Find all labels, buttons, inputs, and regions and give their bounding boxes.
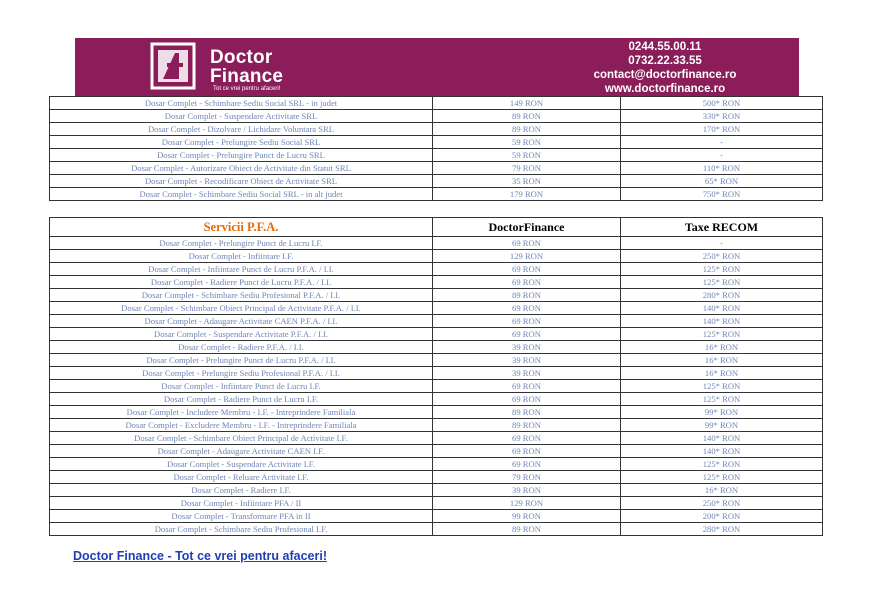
table-row bbox=[50, 175, 823, 188]
recom-fee: 125* RON bbox=[621, 458, 823, 471]
service-name: Dosar Complet - Suspendare Activitate SRL bbox=[50, 110, 433, 123]
service-name: Dosar Complet - Includere Membru - I.F. - Intreprindere Familiala bbox=[50, 406, 433, 419]
doctorfinance-price: 69 RON bbox=[433, 237, 621, 250]
table-row bbox=[50, 367, 823, 380]
table-header-row bbox=[50, 218, 823, 237]
recom-fee: - bbox=[621, 237, 823, 250]
doctorfinance-price: 129 RON bbox=[433, 497, 621, 510]
table-row bbox=[50, 510, 823, 523]
table-row bbox=[50, 497, 823, 510]
doctorfinance-price: 79 RON bbox=[433, 471, 621, 484]
recom-fee: 99* RON bbox=[621, 406, 823, 419]
table-row bbox=[50, 354, 823, 367]
table-row bbox=[50, 471, 823, 484]
recom-fee: 200* RON bbox=[621, 510, 823, 523]
recom-fee: 16* RON bbox=[621, 354, 823, 367]
doctorfinance-price: 69 RON bbox=[433, 276, 621, 289]
contact-block bbox=[565, 40, 765, 96]
website-link[interactable]: www.doctorfinance.ro bbox=[604, 83, 726, 95]
table-row bbox=[50, 136, 823, 149]
doctorfinance-price: 179 RON bbox=[433, 188, 621, 201]
doctorfinance-price: 89 RON bbox=[433, 419, 621, 432]
recom-fee: 280* RON bbox=[621, 523, 823, 536]
recom-fee: 140* RON bbox=[621, 302, 823, 315]
doctorfinance-price: 69 RON bbox=[433, 393, 621, 406]
recom-fee: 125* RON bbox=[621, 471, 823, 484]
doctorfinance-price: 39 RON bbox=[433, 367, 621, 380]
email-link[interactable]: contact@doctorfinance.ro bbox=[593, 69, 737, 81]
doctorfinance-price: 89 RON bbox=[433, 406, 621, 419]
doctorfinance-price: 129 RON bbox=[433, 250, 621, 263]
table-row bbox=[50, 328, 823, 341]
table-row bbox=[50, 123, 823, 136]
table-row bbox=[50, 162, 823, 175]
doctorfinance-price: 69 RON bbox=[433, 302, 621, 315]
table-row bbox=[50, 263, 823, 276]
header-taxe-recom: Taxe RECOM bbox=[621, 218, 823, 237]
recom-fee: 250* RON bbox=[621, 497, 823, 510]
brand-tagline: Tot ce vrei pentru afaceri! bbox=[213, 86, 281, 92]
table-row bbox=[50, 237, 823, 250]
table-row bbox=[50, 432, 823, 445]
doctorfinance-price: 39 RON bbox=[433, 341, 621, 354]
service-name: Dosar Complet - Prelungire Sediu Profesional P.F.A. / I.I. bbox=[50, 367, 433, 380]
table-row bbox=[50, 484, 823, 497]
header-services: Servicii P.F.A. bbox=[50, 218, 433, 237]
service-name: Dosar Complet - Excludere Membru - I.F. - Intreprindere Familiala bbox=[50, 419, 433, 432]
service-name: Dosar Complet - Infiintare I.F. bbox=[50, 250, 433, 263]
table-row bbox=[50, 302, 823, 315]
table-row bbox=[50, 445, 823, 458]
doctorfinance-price: 69 RON bbox=[433, 458, 621, 471]
doctorfinance-price: 59 RON bbox=[433, 136, 621, 149]
service-name: Dosar Complet - Suspendare Activitate I.F. bbox=[50, 458, 433, 471]
recom-fee: - bbox=[621, 136, 823, 149]
service-name: Dosar Complet - Suspendare Activitate P.F.A. / I.I. bbox=[50, 328, 433, 341]
doctorfinance-price: 39 RON bbox=[433, 354, 621, 367]
service-name: Dosar Complet - Prelungire Punct de Lucru P.F.A. / I.I. bbox=[50, 354, 433, 367]
doctorfinance-price: 149 RON bbox=[433, 97, 621, 110]
recom-fee: 65* RON bbox=[621, 175, 823, 188]
table-row bbox=[50, 289, 823, 302]
service-name: Dosar Complet - Schimbare Obiect Principal de Activitate I.F. bbox=[50, 432, 433, 445]
recom-fee: 330* RON bbox=[621, 110, 823, 123]
service-name: Dosar Complet - Radiere Punct de Lucru P.F.A. / I.I. bbox=[50, 276, 433, 289]
table-row bbox=[50, 523, 823, 536]
recom-fee: 125* RON bbox=[621, 276, 823, 289]
brand-name bbox=[210, 48, 283, 86]
table-row bbox=[50, 276, 823, 289]
table-row bbox=[50, 149, 823, 162]
pfa-services-table bbox=[49, 217, 823, 536]
doctorfinance-price: 89 RON bbox=[433, 289, 621, 302]
service-name: Dosar Complet - Schimbare Sediu Profesional I.F. bbox=[50, 523, 433, 536]
doctorfinance-price: 69 RON bbox=[433, 328, 621, 341]
doctorfinance-price: 59 RON bbox=[433, 149, 621, 162]
recom-fee: 250* RON bbox=[621, 250, 823, 263]
doctorfinance-price: 89 RON bbox=[433, 110, 621, 123]
doctorfinance-price: 69 RON bbox=[433, 315, 621, 328]
service-name: Dosar Complet - Adaugare Activitate CAEN P.F.A. / I.I. bbox=[50, 315, 433, 328]
table-row bbox=[50, 406, 823, 419]
table-row bbox=[50, 458, 823, 471]
service-name: Dosar Complet - Radiere Punct de Lucru I.F. bbox=[50, 393, 433, 406]
doctorfinance-price: 69 RON bbox=[433, 432, 621, 445]
service-name: Dosar Complet - Schimbare Sediu Profesional P.F.A. / I.I. bbox=[50, 289, 433, 302]
service-name: Dosar Complet - Recodificare Obiect de Activitate SRL bbox=[50, 175, 433, 188]
service-name: Dosar Complet - Schimbare Obiect Principal de Activitate P.F.A. / I.I. bbox=[50, 302, 433, 315]
doctorfinance-price: 69 RON bbox=[433, 445, 621, 458]
phone-2[interactable]: 0732.22.33.55 bbox=[628, 55, 702, 67]
service-name: Dosar Complet - Prelungire Punct de Lucru SRL bbox=[50, 149, 433, 162]
table-row bbox=[50, 188, 823, 201]
doctorfinance-price: 89 RON bbox=[433, 523, 621, 536]
service-name: Dosar Complet - Prelungire Punct de Lucru I.F. bbox=[50, 237, 433, 250]
table-row bbox=[50, 419, 823, 432]
service-name: Dosar Complet - Radiere P.F.A. / I.I. bbox=[50, 341, 433, 354]
doctorfinance-price: 89 RON bbox=[433, 123, 621, 136]
table-row bbox=[50, 97, 823, 110]
header-banner bbox=[75, 38, 799, 96]
doctorfinance-price: 39 RON bbox=[433, 484, 621, 497]
recom-fee: 110* RON bbox=[621, 162, 823, 175]
header-doctorfinance: DoctorFinance bbox=[433, 218, 621, 237]
doctorfinance-price: 69 RON bbox=[433, 263, 621, 276]
service-name: Dosar Complet - Radiere I.F. bbox=[50, 484, 433, 497]
table-row bbox=[50, 110, 823, 123]
recom-fee: 280* RON bbox=[621, 289, 823, 302]
table-row bbox=[50, 393, 823, 406]
table-row bbox=[50, 380, 823, 393]
footer-link[interactable]: Doctor Finance - Tot ce vrei pentru afaceri! bbox=[73, 549, 327, 563]
service-name: Dosar Complet - Infiintare PFA / II bbox=[50, 497, 433, 510]
service-name: Dosar Complet - Schimbare Sediu Social SRL - in judet bbox=[50, 97, 433, 110]
doctorfinance-price: 35 RON bbox=[433, 175, 621, 188]
recom-fee: 125* RON bbox=[621, 380, 823, 393]
doctor-finance-logo-icon bbox=[149, 41, 197, 91]
srl-services-table bbox=[49, 96, 823, 201]
service-name: Dosar Complet - Adaugare Activitate CAEN I.F. bbox=[50, 445, 433, 458]
recom-fee: 125* RON bbox=[621, 263, 823, 276]
recom-fee: 140* RON bbox=[621, 445, 823, 458]
recom-fee: 170* RON bbox=[621, 123, 823, 136]
service-name: Dosar Complet - Autorizare Obiect de Activitate din Statut SRL bbox=[50, 162, 433, 175]
recom-fee: 125* RON bbox=[621, 393, 823, 406]
recom-fee: 750* RON bbox=[621, 188, 823, 201]
recom-fee: 140* RON bbox=[621, 315, 823, 328]
recom-fee: 16* RON bbox=[621, 484, 823, 497]
recom-fee: 125* RON bbox=[621, 328, 823, 341]
recom-fee: 16* RON bbox=[621, 367, 823, 380]
service-name: Dosar Complet - Infiintare Punct de Lucru I.F. bbox=[50, 380, 433, 393]
recom-fee: - bbox=[621, 149, 823, 162]
recom-fee: 16* RON bbox=[621, 341, 823, 354]
service-name: Dosar Complet - Transformare PFA in II bbox=[50, 510, 433, 523]
table-row bbox=[50, 250, 823, 263]
brand-line-1: Doctor bbox=[210, 47, 273, 68]
service-name: Dosar Complet - Infiintare Punct de Lucru P.F.A. / I.I. bbox=[50, 263, 433, 276]
service-name: Dosar Complet - Prelungire Sediu Social SRL bbox=[50, 136, 433, 149]
service-name: Dosar Complet - Reluare Activitate I.F. bbox=[50, 471, 433, 484]
recom-fee: 500* RON bbox=[621, 97, 823, 110]
brand-line-2: Finance bbox=[210, 66, 284, 87]
service-name: Dosar Complet - Dizolvare / Lichidare Voluntara SRL bbox=[50, 123, 433, 136]
doctorfinance-price: 69 RON bbox=[433, 380, 621, 393]
recom-fee: 99* RON bbox=[621, 419, 823, 432]
doctorfinance-price: 99 RON bbox=[433, 510, 621, 523]
recom-fee: 140* RON bbox=[621, 432, 823, 445]
table-row bbox=[50, 341, 823, 354]
table-row bbox=[50, 315, 823, 328]
doctorfinance-price: 79 RON bbox=[433, 162, 621, 175]
phone-1[interactable]: 0244.55.00.11 bbox=[628, 41, 702, 53]
service-name: Dosar Complet - Schimbare Sediu Social SRL - in alt judet bbox=[50, 188, 433, 201]
